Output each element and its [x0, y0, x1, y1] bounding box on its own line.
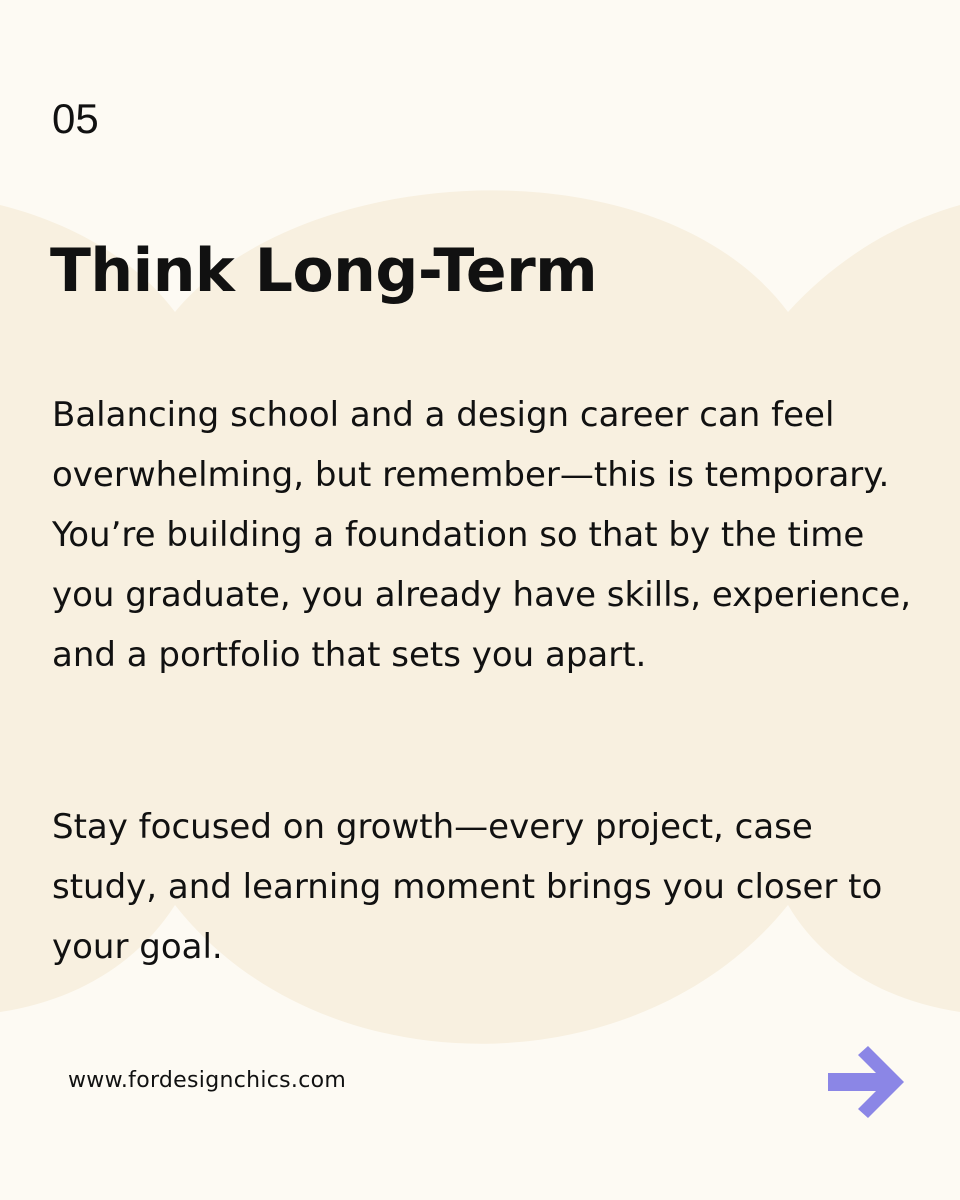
- next-slide-button[interactable]: [826, 1046, 906, 1118]
- slide-number: 05: [52, 95, 99, 142]
- website-link[interactable]: www.fordesignchics.com: [68, 1068, 347, 1093]
- slide-title: Think Long-Term: [50, 236, 598, 306]
- body-paragraph-1: Balancing school and a design career can feel overwhelming, but remember—this is temporary. You’re building a foundation so that by the time you graduate, you already have skills, experience, and a portfolio that sets you apart.: [52, 395, 912, 675]
- arrow-right-icon: [826, 1046, 906, 1118]
- body-paragraph-2: Stay focused on growth—every project, case study, and learning moment brings you closer to your goal.: [52, 807, 883, 967]
